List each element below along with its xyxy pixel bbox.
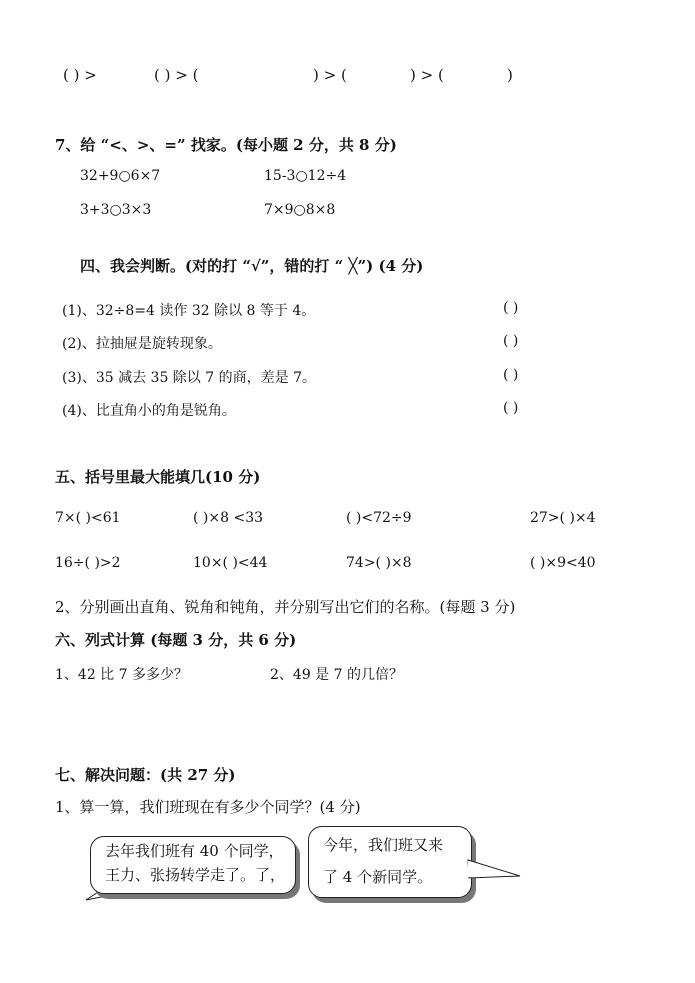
judge-answer-3: ( ) [503, 367, 519, 383]
order-blank-2: ( ) > ( [154, 66, 199, 84]
q7-item-4: 7×9○8×8 [264, 202, 336, 218]
calc-question-2: 2、49 是 7 的几倍？ [270, 667, 403, 683]
order-blank-4: ) > ( [410, 66, 444, 84]
bubble-right-line-1: 今年，我们班又来 [323, 836, 444, 854]
q7-item-3: 3+3○3×3 [80, 202, 152, 218]
q7-title: 7、给 “<、>、=” 找家。(每小题 2 分，共 8 分) [55, 136, 397, 154]
bubble-right-line-2: 了 4 个新同学。 [323, 868, 433, 886]
bubble-right-tail [0, 0, 1, 1]
section4-title: 四、我会判断。(对的打 “√”，错的打 “ ╳”) (4 分) [80, 257, 424, 275]
fill-r2-c4: ( )×9<40 [530, 555, 596, 571]
order-blank-3: ) > ( [313, 66, 347, 84]
speech-bubble-left [90, 836, 296, 894]
fill-r1-c4: 27>( )×4 [530, 510, 596, 526]
judge-answer-4: ( ) [503, 400, 519, 416]
fill-r2-c1: 16÷( )>2 [55, 555, 121, 571]
calc-question-1: 1、42 比 7 多多少？ [55, 667, 188, 683]
judge-item-4: (4)、比直角小的角是锐角。 [62, 403, 236, 419]
angle-question: 2、分别画出直角、锐角和钝角，并分别写出它们的名称。(每题 3 分) [55, 598, 516, 616]
fill-r2-c3: 74>( )×8 [346, 555, 412, 571]
q7-item-2: 15-3○12÷4 [264, 168, 347, 184]
section6-title: 六、列式计算 (每题 3 分，共 6 分) [55, 631, 297, 649]
order-blank-5: ) [507, 66, 513, 84]
speech-bubble-right [308, 826, 472, 898]
judge-item-2: (2)、拉抽屉是旋转现象。 [62, 336, 222, 352]
q7-item-1: 32+9○6×7 [80, 168, 161, 184]
judge-item-3: (3)、35 减去 35 除以 7 的商，差是 7。 [62, 370, 316, 386]
bubble-left-line-1: 去年我们班有 40 个同学， [105, 842, 284, 860]
judge-item-1: (1)、32÷8=4 读作 32 除以 8 等于 4。 [62, 303, 316, 319]
section5-title: 五、括号里最大能填几(10 分) [55, 468, 261, 486]
bubble-left-line-2: 王力、张扬转学走了。了， [105, 866, 286, 884]
judge-answer-1: ( ) [503, 300, 519, 316]
order-blank-1: ( ) > [63, 66, 97, 84]
fill-r2-c2: 10×( )<44 [193, 555, 268, 571]
judge-answer-2: ( ) [503, 333, 519, 349]
fill-r1-c3: ( )<72÷9 [346, 510, 412, 526]
fill-r1-c1: 7×( )<61 [55, 510, 121, 526]
fill-r1-c2: ( )×8 <33 [193, 510, 264, 526]
problem-question-1: 1、算一算，我们班现在有多少个同学？(4 分) [55, 798, 361, 816]
section7-title: 七、解决问题：(共 27 分) [55, 766, 236, 784]
